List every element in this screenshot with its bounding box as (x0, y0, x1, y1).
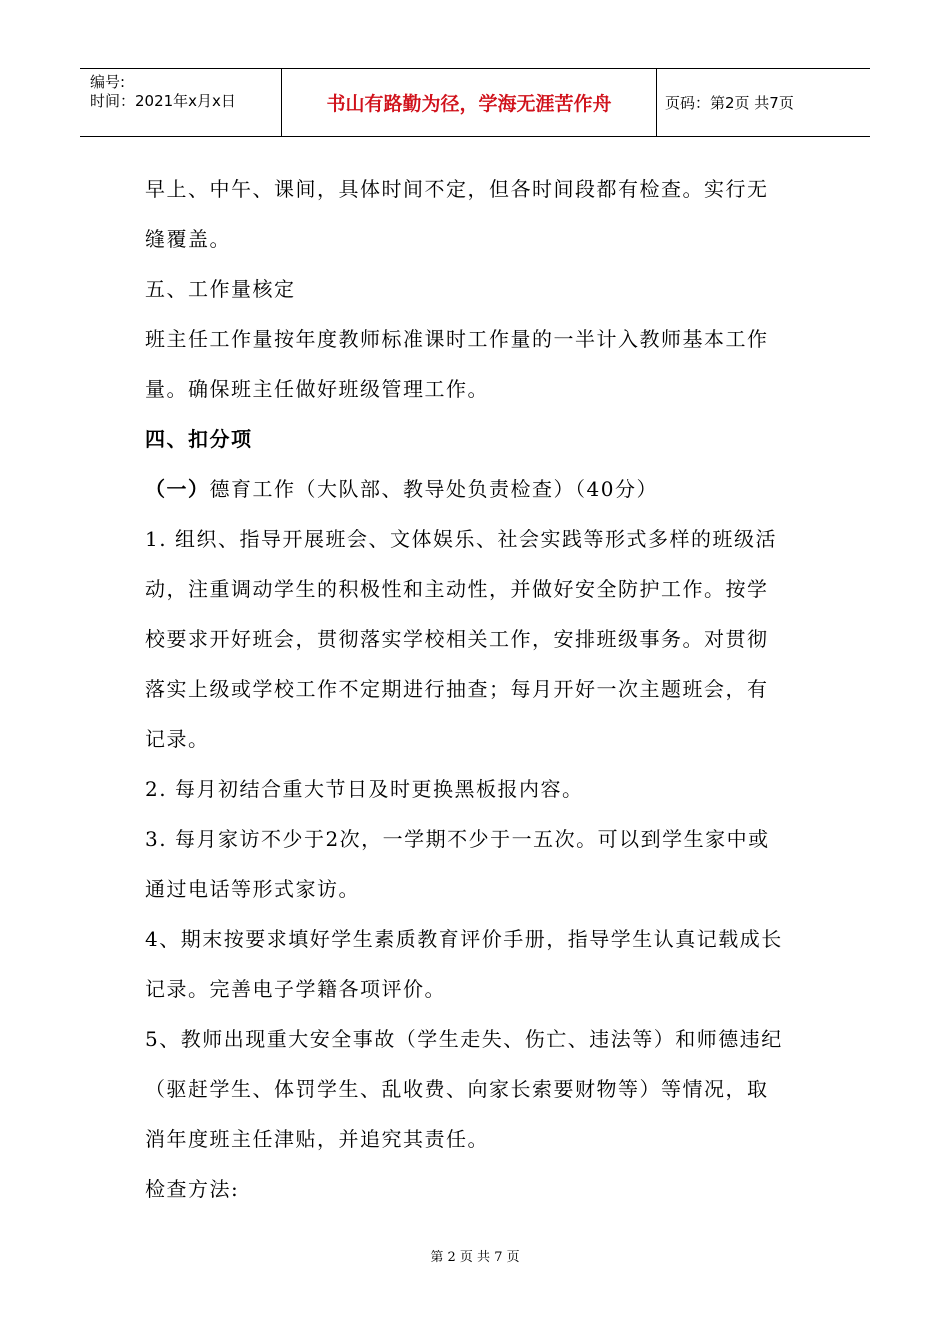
body-line: 消年度班主任津贴，并追究其责任。 (145, 1127, 489, 1151)
body-line: 落实上级或学校工作不定期进行抽查；每月开好一次主题班会，有 (145, 677, 769, 701)
page-footer: 第 2 页 共 7 页 (430, 1250, 520, 1265)
code-label: 编号: (90, 73, 126, 91)
section-heading: 五、工作量核定 (145, 277, 296, 301)
body-line: 缝覆盖。 (145, 227, 231, 251)
subsection-heading (145, 464, 815, 514)
body-line: （驱赶学生、体罚学生、乱收费、向家长索要财物等）等情况，取 (145, 1077, 769, 1101)
body-line: 检查方法: (145, 1177, 240, 1201)
header-meta (80, 69, 282, 136)
body-line: 校要求开好班会，贯彻落实学校相关工作，安排班级事务。对贯彻 (145, 627, 769, 651)
body-line: 2. 每月初结合重大节日及时更换黑板报内容。 (145, 777, 584, 801)
body-line: 班主任工作量按年度教师标准课时工作量的一半计入教师基本工作 (145, 327, 769, 351)
body-line: 记录。 (145, 727, 210, 751)
subsection-number: （一） (145, 477, 210, 501)
header-page-info: 页码：第2页 共7页 (665, 94, 794, 112)
body-line: 5、教师出现重大安全事故（学生走失、伤亡、违法等）和师德违纪 (145, 1027, 783, 1051)
body-line: 3. 每月家访不少于2次，一学期不少于一五次。可以到学生家中或 (145, 827, 770, 851)
time-label: 时间：2021年x月x日 (90, 92, 236, 110)
subsection-title: 德育工作（大队部、教导处负责检查）（40分） (209, 477, 658, 501)
header-motto: 书山有路勤为径，学海无涯苦作舟 (282, 69, 657, 136)
body-line: 4、期末按要求填好学生素质教育评价手册，指导学生认真记载成长 (145, 927, 783, 951)
body-line: 动，注重调动学生的积极性和主动性，并做好安全防护工作。按学 (145, 577, 769, 601)
body-line: 1. 组织、指导开展班会、文体娱乐、社会实践等形式多样的班级活 (145, 527, 777, 551)
document-body (145, 164, 815, 1214)
body-line: 通过电话等形式家访。 (145, 877, 360, 901)
section-heading-bold: 四、扣分项 (145, 427, 253, 451)
body-line: 量。确保班主任做好班级管理工作。 (145, 377, 489, 401)
page-header (80, 68, 870, 137)
body-line: 记录。完善电子学籍各项评价。 (145, 977, 446, 1001)
body-line: 早上、中午、课间，具体时间不定，但各时间段都有检查。实行无 (145, 177, 769, 201)
